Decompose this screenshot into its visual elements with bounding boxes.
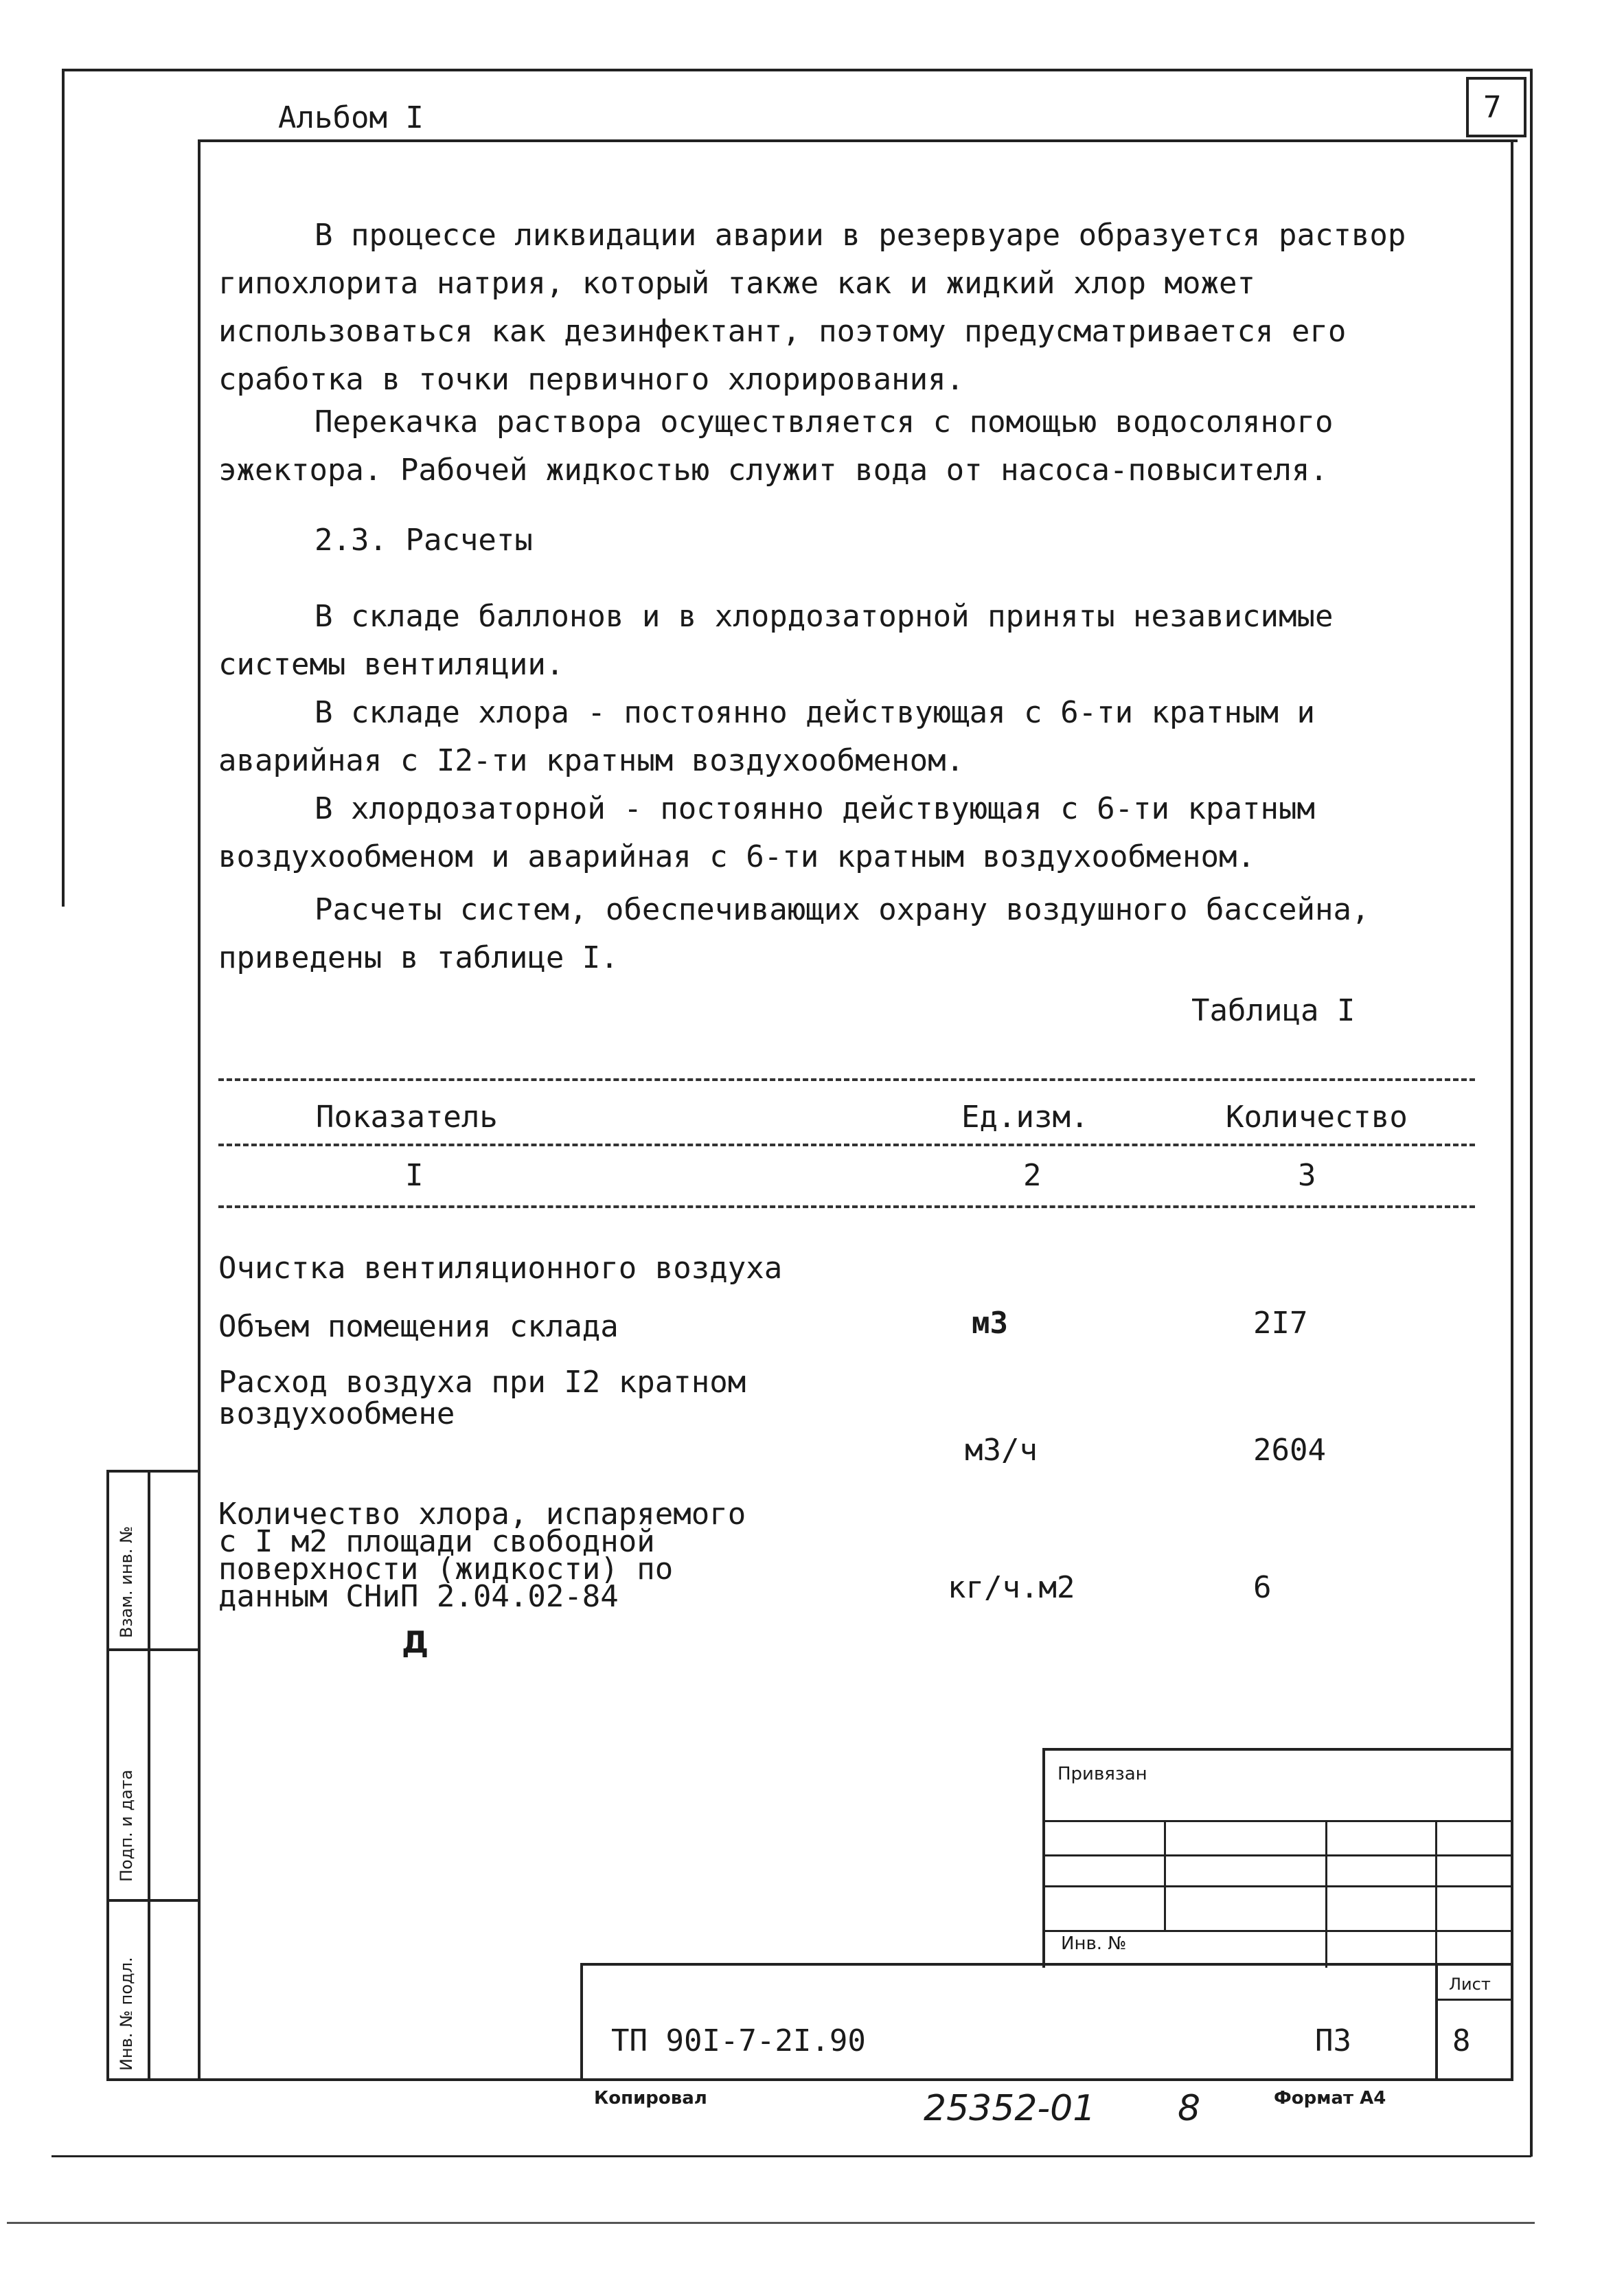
table-header-quantity: Количество: [1226, 1100, 1408, 1135]
handwritten-number: 25352-01: [924, 2088, 1096, 2129]
doc-code: ТП 90I-7-2I.90: [611, 2023, 866, 2058]
paragraph-5: В хлордозаторной - постоянно действующая с 6-ти кратным воздухообменом и аварийная с 6-ти кратным воздухообменом.: [218, 791, 1315, 874]
title-block-sheet-divider: [1435, 1963, 1438, 2080]
paragraph-2: Перекачка раствора осуществляется с помощью водосоляного эжектора. Рабочей жидкостью служит вода от насоса-повысителя.: [218, 405, 1334, 488]
paragraph-3: В складе баллонов и в хлордозаторной приняты независимые системы вентиляции.: [218, 599, 1334, 682]
paragraph-6: Расчеты систем, обеспечивающих охрану воздушного бассейна, приведены в таблице I.: [218, 892, 1370, 975]
side-stamp-divider: [148, 1470, 150, 2081]
outer-frame-right: [1530, 69, 1533, 2157]
doc-type: ПЗ: [1315, 2023, 1351, 2058]
table-rule-colnums: [218, 1205, 1475, 1208]
inner-frame-left: [198, 139, 201, 2080]
format-label: Формат А4: [1274, 2088, 1386, 2109]
table-caption: Таблица I: [1191, 993, 1356, 1028]
table-header-unit: Ед.изм.: [961, 1100, 1089, 1135]
sheet-label: Лист: [1449, 1975, 1491, 1994]
table-colnum-3: 3: [1298, 1158, 1316, 1193]
stamp-col-3: [1435, 1820, 1437, 1964]
table-row-2-value: 2604: [1253, 1433, 1326, 1468]
paragraph-4: В складе хлора - постоянно действующая с 6-ти кратным и аварийная с I2-ти кратным воздухообменом.: [218, 695, 1315, 778]
side-stamp-sep-2: [106, 1899, 199, 1902]
side-stamp-inv-podl: Инв. № подл.: [117, 1957, 136, 2071]
table-row-2-unit: м3/ч: [965, 1433, 1038, 1468]
page-number: 7: [1483, 90, 1502, 125]
table-row-2-name: Расход воздуха при I2 кратном воздухообмене: [218, 1365, 746, 1431]
table-row-3-unit: кг/ч.м2: [948, 1570, 1075, 1605]
table-colnum-2: 2: [1023, 1158, 1042, 1193]
privyazan-label: Привязан: [1057, 1764, 1147, 1784]
inv-no-label: Инв. №: [1061, 1933, 1127, 1954]
table-row-3-name: Количество хлора, испаряемого с I м2 площади свободной поверхности (жидкости) по данным СНиП 2.04.02-84: [218, 1497, 746, 1614]
bottom-scan-rule: [7, 2222, 1535, 2224]
table-row-3-value: 6: [1253, 1570, 1272, 1605]
side-stamp-top: [106, 1470, 199, 1473]
handwritten-sheet: 8: [1178, 2088, 1201, 2129]
stamp-col-1: [1164, 1820, 1166, 1930]
inner-frame-right: [1511, 139, 1513, 2080]
album-title: Альбом I: [278, 100, 424, 135]
table-row-1-name: Объем помещения склада: [218, 1309, 619, 1344]
outer-frame-bottom: [52, 2155, 1531, 2157]
outer-frame-top: [62, 69, 1531, 71]
stamp-rule-2: [1042, 1854, 1511, 1856]
sheet-number: 8: [1452, 2023, 1471, 2058]
side-stamp-podpis: Подп. и дата: [117, 1769, 136, 1882]
title-block-sheet-rule: [1435, 1999, 1511, 2001]
side-stamp-outer-left: [106, 1470, 109, 2081]
inner-frame-top: [199, 139, 1518, 142]
table-row-1-unit: м3: [972, 1306, 1008, 1341]
section-title: 2.3. Расчеты: [314, 523, 533, 558]
kopiroval-label: Копировал: [594, 2088, 707, 2109]
paragraph-1: В процессе ликвидации аварии в резервуаре образуется раствор гипохлорита натрия, который также как и жидкий хлор может использоваться как дезинфектант, поэтому предусматривается его сработка в точки первичного хлорирования.: [218, 218, 1406, 397]
title-block: [580, 1963, 1511, 2080]
handwritten-mark: Д: [402, 1625, 429, 1660]
stamp-col-2: [1325, 1820, 1327, 1968]
side-stamp-vzam: Взам. инв. №: [117, 1526, 136, 1638]
stamp-rule-4: [1042, 1930, 1511, 1932]
stamp-rule-1: [1042, 1820, 1511, 1822]
table-row-1-value: 2I7: [1253, 1306, 1308, 1341]
side-stamp-sep-1: [106, 1648, 199, 1651]
outer-frame-left: [62, 69, 65, 907]
table-section-label: Очистка вентиляционного воздуха: [218, 1251, 783, 1286]
table-header-indicator: Показатель: [316, 1100, 498, 1135]
table-colnum-1: I: [405, 1158, 424, 1193]
stamp-rule-3: [1042, 1885, 1511, 1887]
table-rule-header: [218, 1144, 1475, 1146]
table-rule-top: [218, 1078, 1475, 1081]
